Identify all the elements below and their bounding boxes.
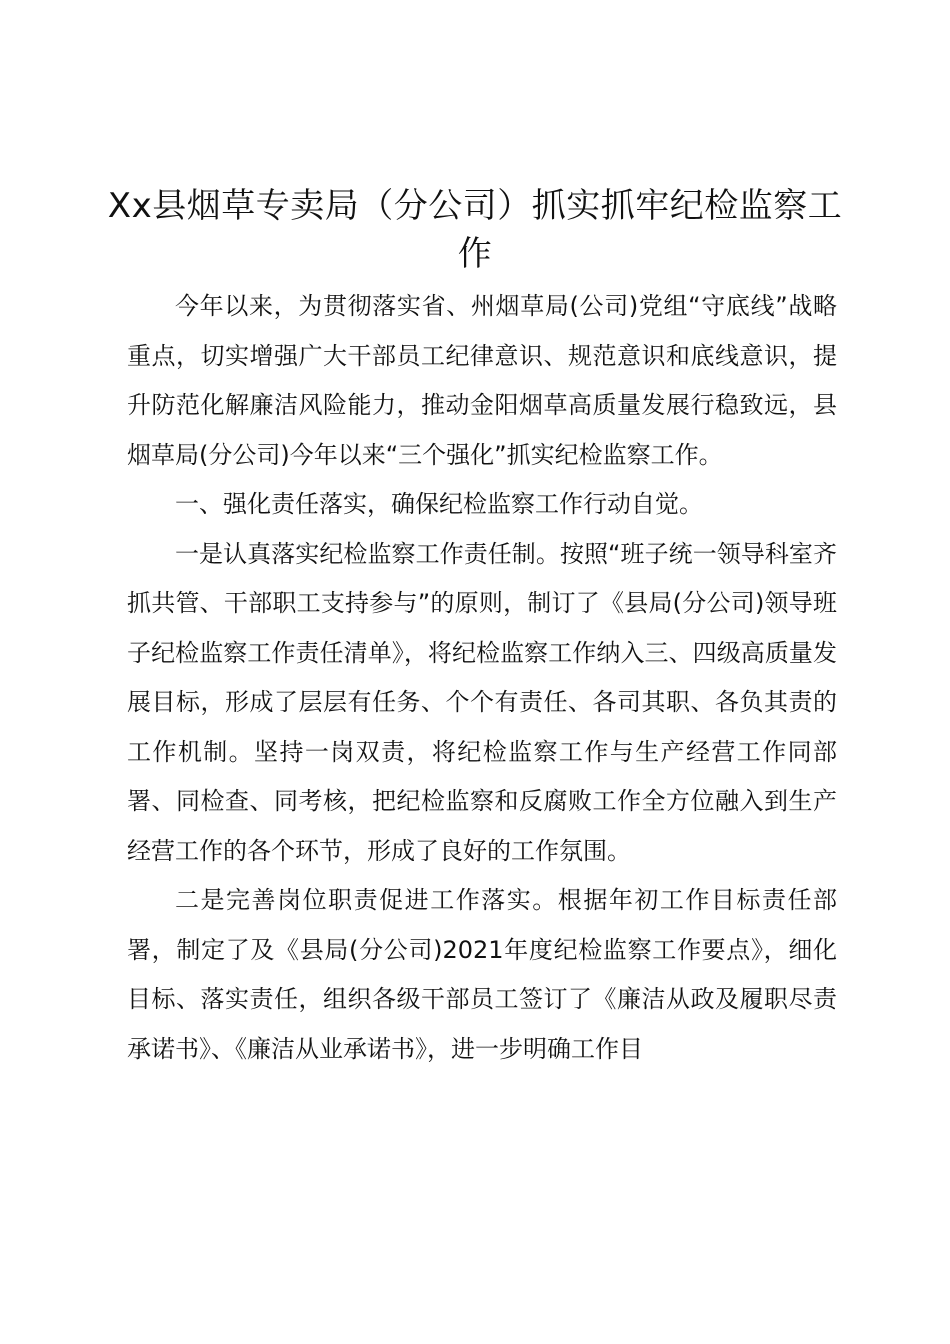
- document-body: [127, 282, 837, 1074]
- section-heading-1: 一、强化责任落实，确保纪检监察工作行动自觉。: [175, 490, 703, 518]
- intro-paragraph: 今年以来，为贯彻落实省、州烟草局(公司)党组“守底线”战略重点，切实增强广大干部员工纪律意识、规范意识和底线意识，提升防范化解廉洁风险能力，推动金阳烟草高质量发展行稳致远，县烟草局(分公司)今年以来“三个强化”抓实纪检监察工作。: [127, 292, 837, 469]
- body-paragraph-2: 二是完善岗位职责促进工作落实。根据年初工作目标责任部署，制定了及《县局(分公司)2021年度纪检监察工作要点》，细化目标、落实责任，组织各级干部员工签订了《廉洁从政及履职尽责承诺书》、《廉洁从业承诺书》，进一步明确工作目: [127, 886, 837, 1063]
- body-paragraph-1: 一是认真落实纪检监察工作责任制。按照“班子统一领导科室齐抓共管、干部职工支持参与”的原则，制订了《县局(分公司)领导班子纪检监察工作责任清单》，将纪检监察工作纳入三、四级高质量发展目标，形成了层层有任务、个个有责任、各司其职、各负其责的工作机制。坚持一岗双责，将纪检监察工作与生产经营工作同部署、同检查、同考核，把纪检监察和反腐败工作全方位融入到生产经营工作的各个环节，形成了良好的工作氛围。: [127, 539, 837, 865]
- document-title: Xx县烟草专卖局（分公司）抓实抓牢纪检监察工作: [107, 186, 843, 274]
